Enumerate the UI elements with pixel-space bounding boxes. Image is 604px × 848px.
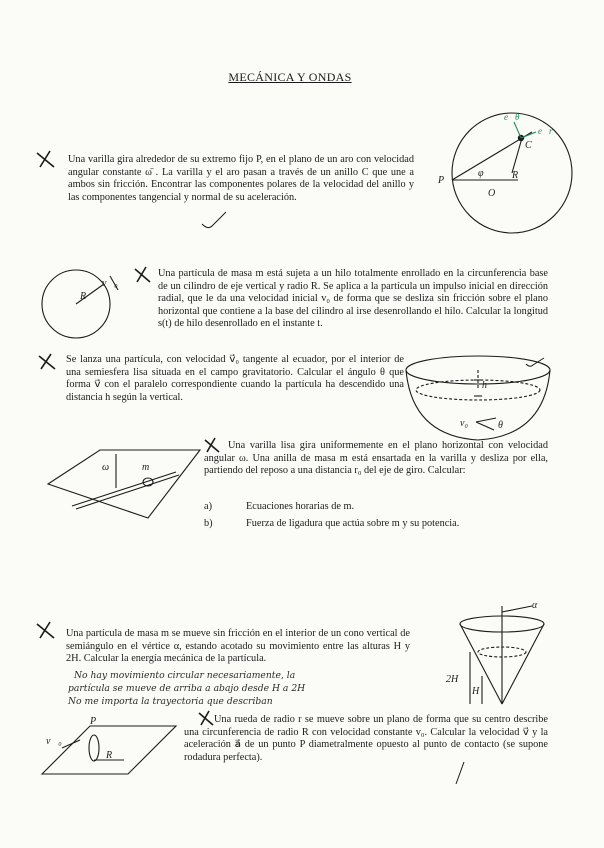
label-P: P	[438, 175, 445, 186]
pencil-tick-mark	[452, 760, 470, 786]
label-R-cylinder: R	[80, 291, 87, 302]
problem-4-item-a-text: Ecuaciones horarias de m.	[246, 501, 355, 512]
problem-4-item-a-label: a)	[204, 501, 212, 512]
problem-2-text: Una partícula de masa m está sujeta a un hilo totalmente enrollado en la circunferencia base de un cilindro de eje vertical y radio R. Se aplica a la partícula un impulso inicial en dirección radial, que le da una velocidad inicial v₀ de forma que se desliza sin fricción sobre el plano horizontal que contiene a la base del cilindro al irse desenrollando el hilo. Calcular la longitud s(t) de hilo desenrollado en el instante t.	[158, 268, 548, 330]
label-C: C	[525, 140, 532, 151]
label-P-wheel: P	[90, 716, 97, 727]
problem-4-text: Una varilla lisa gira uniformemente en el plano horizontal con velocidad angular ω. Una anilla de masa m está ensartada en la varilla y desliza por ella, partiendo del reposo a una distancia r₀ del eje de giro. Calcular:	[204, 440, 548, 477]
label-R-wheel: R	[106, 750, 113, 761]
pencil-tick-mark	[200, 210, 230, 232]
problem-5-figure-cone	[440, 596, 570, 708]
problem-1-figure-ring-rod	[428, 106, 594, 236]
problem-4-item-b-text: Fuerza de ligadura que actúa sobre m y su potencia.	[246, 518, 460, 529]
problem-3-text: Se lanza una partícula, con velocidad v⃗₀ tangente al ecuador, por el interior de una semiesfera lisa situada en el campo gravitatorio. Calcular el ángulo θ que forma v⃗ con el paralelo correspondiente cuando la partícula ha descendido una distancia h según la vertical.	[66, 354, 404, 403]
label-h: h	[482, 380, 487, 391]
problem-6-text: Una rueda de radio r se mueve sobre un plano de forma que su centro describe una circunferencia de radio R con velocidad constante v₀. Calcular la velocidad v⃗ y la aceleración a⃗ de un punto P diametralmente opuesto al punto de contacto (se supone rodadura perfecta).	[184, 714, 548, 763]
checkmark-icon	[34, 149, 60, 171]
label-v0-wheel: v⃗₀	[46, 736, 62, 747]
checkmark-icon	[36, 352, 60, 372]
label-R: R	[512, 170, 519, 181]
label-v0-tangent: v₀	[460, 418, 468, 429]
problem-3-figure-hemisphere	[404, 352, 564, 444]
label-2H: 2H	[446, 674, 459, 685]
label-e-r: e⃗r	[538, 126, 553, 136]
problem-1-text: Una varilla gira alrededor de su extremo fijo P, en el plano de un aro con velocidad angular constante ω̄ . La varilla y el aro pasan a través de un anillo C que une a ambos sin fricción. Encontrar las componentes polares de la velocidad del anillo y las componentes tangencial y normal de su aceleración.	[68, 154, 414, 203]
label-H: H	[472, 686, 480, 697]
page-title: MECÁNICA Y ONDAS	[228, 70, 352, 84]
handwritten-note-line-2: partícula se mueve de arriba a abajo desde H a 2H	[68, 683, 306, 694]
handwritten-note-line-3: No me importa la trayectoria que describan	[68, 696, 273, 707]
label-m: m	[142, 462, 150, 473]
label-e-theta: e⃗θ	[504, 112, 520, 122]
checkmark-icon	[34, 620, 60, 642]
problem-4-item-b-label: b)	[204, 518, 213, 529]
label-omega: ω⃗	[102, 462, 117, 473]
label-phi: φ	[478, 168, 484, 179]
label-O: O	[488, 188, 496, 199]
label-alpha: α	[532, 600, 538, 611]
label-theta: θ	[498, 420, 503, 431]
problem-5-text: Una partícula de masa m se mueve sin fricción en el interior de un cono vertical de semiángulo en el vértice α, estando acotado su movimiento entre las alturas H y 2H. Calcular la energía mecánica de la partícula.	[66, 628, 410, 665]
label-v0-radial: v⃗₀	[102, 278, 118, 289]
problem-6-figure-wheel	[40, 712, 178, 794]
problem-4-figure-rotating-rod	[44, 446, 204, 522]
handwritten-note-line-1: No hay movimiento circular necesariamente, la	[74, 670, 296, 681]
checkmark-icon	[132, 265, 154, 285]
